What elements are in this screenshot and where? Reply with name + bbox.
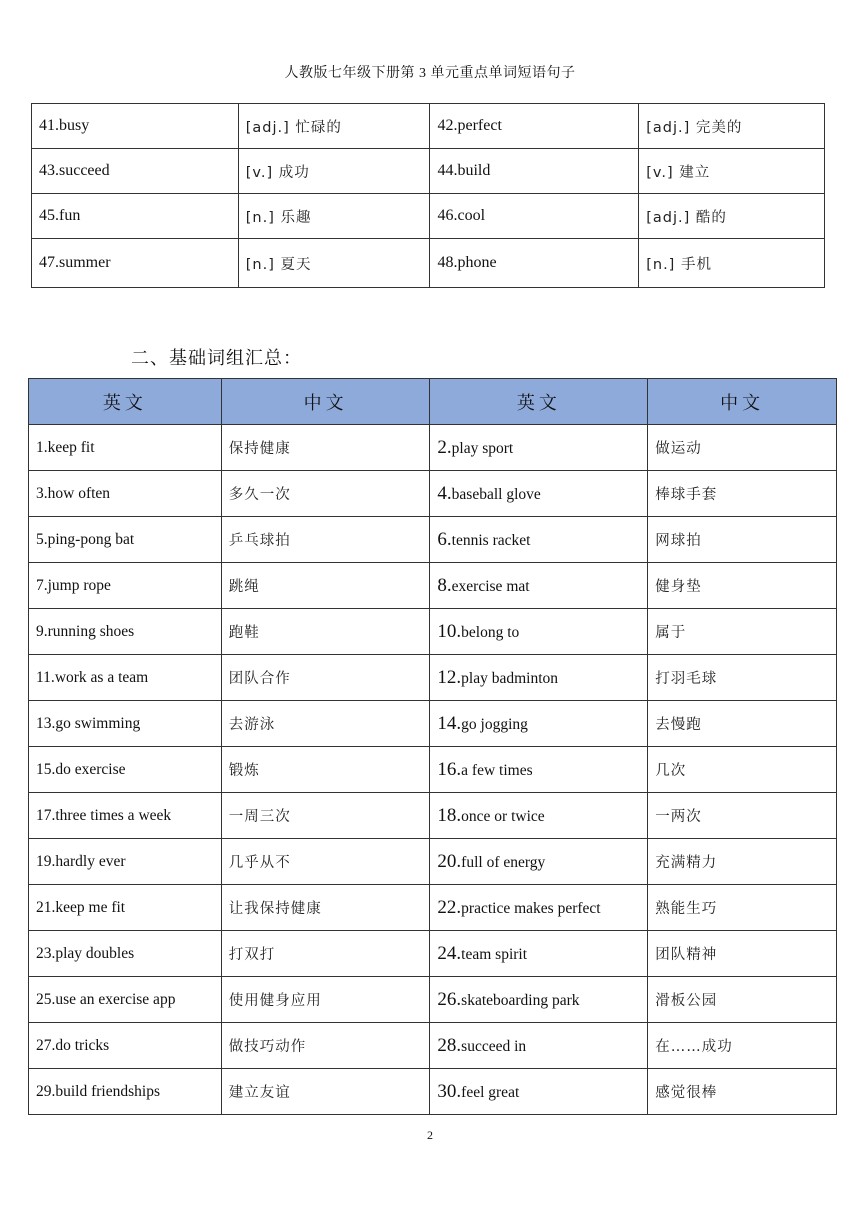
table-row <box>29 977 837 1023</box>
phrase-number: 23. <box>36 944 56 962</box>
phrase-number: 4. <box>437 482 452 504</box>
phrase-number: 15. <box>36 760 56 778</box>
table-row <box>32 104 825 149</box>
word-cell: 44.build <box>430 149 639 194</box>
phrase-text: go jogging <box>461 715 528 733</box>
phrase-text: full of energy <box>461 853 546 871</box>
header-english: 英文 <box>29 379 222 425</box>
english-phrase-cell <box>29 1069 222 1115</box>
page-number: 2 <box>427 1128 433 1142</box>
english-phrase-cell <box>430 655 648 701</box>
chinese-meaning-cell: 让我保持健康 <box>221 885 430 931</box>
definition-cell: [adj.] 忙碌的 <box>238 104 430 149</box>
chinese-meaning-cell: 跳绳 <box>221 563 430 609</box>
chinese-meaning-cell: 团队精神 <box>648 931 837 977</box>
definition-cell: [adj.] 酷的 <box>639 194 825 239</box>
word-cell: 45.fun <box>32 194 239 239</box>
definition-cell: [v.] 建立 <box>639 149 825 194</box>
table-row <box>29 1023 837 1069</box>
definition-cell: [v.] 成功 <box>238 149 430 194</box>
chinese-meaning-cell: 打羽毛球 <box>648 655 837 701</box>
table-row <box>29 701 837 747</box>
phrase-number: 19. <box>36 852 56 870</box>
word-cell: 47.summer <box>32 239 239 288</box>
chinese-meaning-cell: 在……成功 <box>648 1023 837 1069</box>
phrase-number: 16. <box>437 758 462 780</box>
phrase-text: do exercise <box>55 760 126 778</box>
english-phrase-cell <box>29 793 222 839</box>
phrase-text: go swimming <box>55 714 141 732</box>
phrase-number: 9. <box>36 622 48 640</box>
table-row <box>29 885 837 931</box>
chinese-meaning-cell: 健身垫 <box>648 563 837 609</box>
phrase-number: 27. <box>36 1036 56 1054</box>
phrase-number: 7. <box>36 576 48 594</box>
phrase-number: 8. <box>437 574 452 596</box>
chinese-meaning-cell: 做技巧动作 <box>221 1023 430 1069</box>
table-row <box>29 471 837 517</box>
table-row <box>29 839 837 885</box>
table-row <box>32 239 825 288</box>
table-row <box>29 563 837 609</box>
phrase-number: 17. <box>36 806 56 824</box>
phrase-text: team spirit <box>461 945 528 963</box>
phrase-text: tennis racket <box>451 531 531 549</box>
phrase-text: play doubles <box>55 944 135 962</box>
phrase-text: keep fit <box>47 438 95 456</box>
phrase-table-header-row <box>29 379 837 425</box>
phrase-text: play badminton <box>461 669 559 687</box>
table-row <box>29 793 837 839</box>
phrase-text: use an exercise app <box>55 990 176 1008</box>
english-phrase-cell <box>430 471 648 517</box>
chinese-meaning-cell: 几乎从不 <box>221 839 430 885</box>
definition-cell: [n.] 乐趣 <box>238 194 430 239</box>
phrase-number: 5. <box>36 530 48 548</box>
english-phrase-cell <box>430 701 648 747</box>
phrase-text: how often <box>47 484 111 502</box>
chinese-meaning-cell: 团队合作 <box>221 655 430 701</box>
phrase-number: 30. <box>437 1080 462 1102</box>
chinese-meaning-cell: 滑板公园 <box>648 977 837 1023</box>
word-cell: 42.perfect <box>430 104 639 149</box>
table-row <box>29 517 837 563</box>
chinese-meaning-cell: 充满精力 <box>648 839 837 885</box>
phrase-text: practice makes perfect <box>461 899 601 917</box>
table-row <box>29 655 837 701</box>
english-phrase-cell <box>29 609 222 655</box>
phrase-text: skateboarding park <box>461 991 580 1009</box>
english-phrase-cell <box>29 655 222 701</box>
english-phrase-cell <box>430 839 648 885</box>
english-phrase-cell <box>29 563 222 609</box>
word-cell: 43.succeed <box>32 149 239 194</box>
chinese-meaning-cell: 一周三次 <box>221 793 430 839</box>
word-cell: 41.busy <box>32 104 239 149</box>
chinese-meaning-cell: 一两次 <box>648 793 837 839</box>
phrase-number: 24. <box>437 942 462 964</box>
definition-cell: [n.] 手机 <box>639 239 825 288</box>
english-phrase-cell <box>430 609 648 655</box>
phrase-text: hardly ever <box>55 852 126 870</box>
section-heading: 二、基础词组汇总： <box>131 348 302 368</box>
chinese-meaning-cell: 熟能生巧 <box>648 885 837 931</box>
phrase-number: 21. <box>36 898 56 916</box>
chinese-meaning-cell: 去慢跑 <box>648 701 837 747</box>
english-phrase-cell <box>430 885 648 931</box>
chinese-meaning-cell: 保持健康 <box>221 425 430 471</box>
english-phrase-cell <box>29 977 222 1023</box>
english-phrase-cell <box>29 747 222 793</box>
phrase-text: a few times <box>461 761 533 779</box>
phrase-number: 1. <box>36 438 48 456</box>
phrase-text: succeed in <box>461 1037 527 1055</box>
phrase-text: running shoes <box>47 622 135 640</box>
table-row <box>29 747 837 793</box>
phrase-text: baseball glove <box>451 485 541 503</box>
chinese-meaning-cell: 打双打 <box>221 931 430 977</box>
table-row <box>29 609 837 655</box>
chinese-meaning-cell: 使用健身应用 <box>221 977 430 1023</box>
english-phrase-cell <box>430 977 648 1023</box>
chinese-meaning-cell: 属于 <box>648 609 837 655</box>
english-phrase-cell <box>29 701 222 747</box>
chinese-meaning-cell: 棒球手套 <box>648 471 837 517</box>
phrase-number: 11. <box>36 668 55 686</box>
phrase-text: keep me fit <box>55 898 126 916</box>
phrase-number: 29. <box>36 1082 56 1100</box>
phrase-text: belong to <box>461 623 520 641</box>
english-phrase-cell <box>430 1023 648 1069</box>
english-phrase-cell <box>29 471 222 517</box>
phrase-number: 26. <box>437 988 462 1010</box>
english-phrase-cell <box>430 793 648 839</box>
phrase-number: 3. <box>36 484 48 502</box>
phrase-text: once or twice <box>461 807 545 825</box>
header-chinese: 中文 <box>221 379 430 425</box>
phrase-number: 14. <box>437 712 462 734</box>
phrase-table <box>28 378 837 1115</box>
phrase-number: 25. <box>36 990 56 1008</box>
english-phrase-cell <box>29 517 222 563</box>
english-phrase-cell <box>430 1069 648 1115</box>
phrase-text: work as a team <box>54 668 149 686</box>
english-phrase-cell <box>29 425 222 471</box>
definition-cell: [adj.] 完美的 <box>639 104 825 149</box>
english-phrase-cell <box>430 931 648 977</box>
document-header: 人教版七年级下册第 3 单元重点单词短语句子 <box>284 66 576 81</box>
chinese-meaning-cell: 多久一次 <box>221 471 430 517</box>
table-row <box>29 1069 837 1115</box>
phrase-text: three times a week <box>55 806 172 824</box>
vocab-table <box>31 103 825 288</box>
definition-cell: [n.] 夏天 <box>238 239 430 288</box>
phrase-number: 18. <box>437 804 462 826</box>
phrase-number: 12. <box>437 666 462 688</box>
table-row <box>29 425 837 471</box>
phrase-number: 22. <box>437 896 462 918</box>
english-phrase-cell <box>29 931 222 977</box>
word-cell: 46.cool <box>430 194 639 239</box>
english-phrase-cell <box>430 517 648 563</box>
phrase-number: 13. <box>36 714 56 732</box>
chinese-meaning-cell: 做运动 <box>648 425 837 471</box>
phrase-text: ping-pong bat <box>47 530 135 548</box>
header-chinese: 中文 <box>648 379 837 425</box>
table-row <box>32 194 825 239</box>
english-phrase-cell <box>430 747 648 793</box>
english-phrase-cell <box>29 885 222 931</box>
english-phrase-cell <box>29 839 222 885</box>
chinese-meaning-cell: 去游泳 <box>221 701 430 747</box>
phrase-number: 6. <box>437 528 452 550</box>
chinese-meaning-cell: 建立友谊 <box>221 1069 430 1115</box>
phrase-number: 2. <box>437 436 452 458</box>
phrase-text: build friendships <box>55 1082 160 1100</box>
phrase-text: jump rope <box>47 576 111 594</box>
chinese-meaning-cell: 网球拍 <box>648 517 837 563</box>
phrase-text: play sport <box>451 439 514 457</box>
chinese-meaning-cell: 几次 <box>648 747 837 793</box>
english-phrase-cell <box>29 1023 222 1069</box>
phrase-text: do tricks <box>55 1036 110 1054</box>
chinese-meaning-cell: 锻炼 <box>221 747 430 793</box>
phrase-text: feel great <box>461 1083 520 1101</box>
phrase-text: exercise mat <box>451 577 530 595</box>
phrase-number: 10. <box>437 620 462 642</box>
english-phrase-cell <box>430 563 648 609</box>
table-row <box>29 931 837 977</box>
chinese-meaning-cell: 跑鞋 <box>221 609 430 655</box>
chinese-meaning-cell: 感觉很棒 <box>648 1069 837 1115</box>
table-row <box>32 149 825 194</box>
word-cell: 48.phone <box>430 239 639 288</box>
english-phrase-cell <box>430 425 648 471</box>
phrase-number: 28. <box>437 1034 462 1056</box>
header-english: 英文 <box>430 379 648 425</box>
phrase-number: 20. <box>437 850 462 872</box>
chinese-meaning-cell: 乒乓球拍 <box>221 517 430 563</box>
